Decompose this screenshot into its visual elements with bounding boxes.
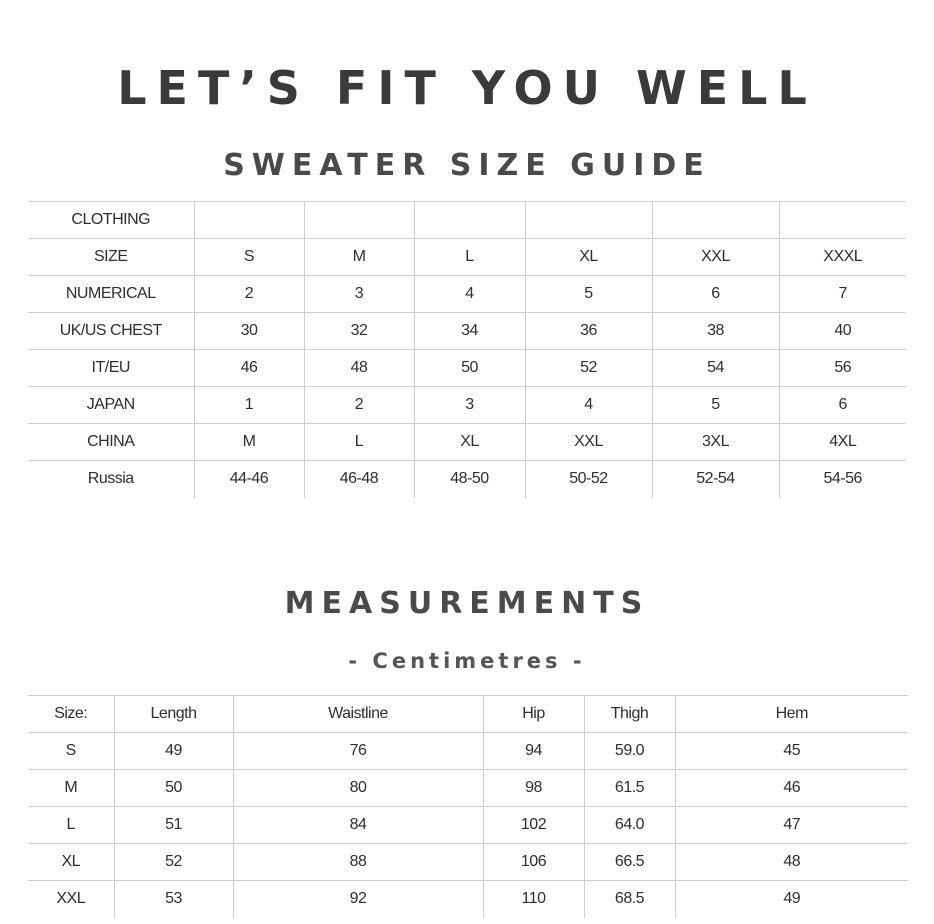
table-cell: 4 — [525, 387, 652, 424]
table-cell: 50 — [114, 770, 233, 807]
table-cell: 7 — [779, 276, 906, 313]
table-row — [28, 881, 908, 918]
table-row — [28, 239, 906, 276]
table-cell: 76 — [233, 733, 483, 770]
table-cell — [779, 202, 906, 239]
table-cell — [525, 202, 652, 239]
column-header-thigh: Thigh — [584, 696, 675, 733]
table-cell: 51 — [114, 807, 233, 844]
table-cell: 64.0 — [584, 807, 675, 844]
table-cell: XL — [28, 844, 114, 881]
table-cell: 53 — [114, 881, 233, 918]
table-cell: 3 — [414, 387, 525, 424]
table-cell: 52 — [525, 350, 652, 387]
table-cell: M — [28, 770, 114, 807]
table-cell: 61.5 — [584, 770, 675, 807]
table-cell: 2 — [304, 387, 414, 424]
table-cell: 3XL — [652, 424, 779, 461]
table-cell: 30 — [194, 313, 304, 350]
table-cell: 44-46 — [194, 461, 304, 498]
table-cell: 48-50 — [414, 461, 525, 498]
table-cell: 49 — [675, 881, 908, 918]
row-label-numerical: NUMERICAL — [28, 276, 194, 313]
table-cell: 36 — [525, 313, 652, 350]
table-cell: S — [28, 733, 114, 770]
table-cell: 52-54 — [652, 461, 779, 498]
table-cell: 102 — [483, 807, 584, 844]
table-cell: XL — [414, 424, 525, 461]
table-cell: M — [304, 239, 414, 276]
table-cell: XXL — [652, 239, 779, 276]
table-cell: 46 — [675, 770, 908, 807]
table-cell: 46 — [194, 350, 304, 387]
column-header-size: Size: — [28, 696, 114, 733]
table-row — [28, 844, 908, 881]
table-cell: 6 — [779, 387, 906, 424]
table-cell: 54 — [652, 350, 779, 387]
row-label-it-eu: IT/EU — [28, 350, 194, 387]
table-cell: L — [414, 239, 525, 276]
table-cell: 56 — [779, 350, 906, 387]
table-cell: XL — [525, 239, 652, 276]
table-cell: 2 — [194, 276, 304, 313]
table-cell: 46-48 — [304, 461, 414, 498]
table-cell: 40 — [779, 313, 906, 350]
table-cell: 45 — [675, 733, 908, 770]
table-cell: 5 — [652, 387, 779, 424]
table-row — [28, 807, 908, 844]
row-label-size: SIZE — [28, 239, 194, 276]
table-cell: XXL — [525, 424, 652, 461]
table-cell: 98 — [483, 770, 584, 807]
table-cell: 38 — [652, 313, 779, 350]
table-cell: 47 — [675, 807, 908, 844]
table-cell: 54-56 — [779, 461, 906, 498]
column-header-hip: Hip — [483, 696, 584, 733]
row-label-china: CHINA — [28, 424, 194, 461]
table-cell: 94 — [483, 733, 584, 770]
table-cell: 68.5 — [584, 881, 675, 918]
table-cell: 4XL — [779, 424, 906, 461]
table-cell: 5 — [525, 276, 652, 313]
column-header-waistline: Waistline — [233, 696, 483, 733]
table-cell: 66.5 — [584, 844, 675, 881]
table-cell: L — [304, 424, 414, 461]
table-row — [28, 461, 906, 498]
table-row — [28, 770, 908, 807]
page-title: LET’S FIT YOU WELL — [117, 61, 817, 115]
table-cell: L — [28, 807, 114, 844]
table-cell: 6 — [652, 276, 779, 313]
table-row — [28, 424, 906, 461]
table-cell: 32 — [304, 313, 414, 350]
table-cell — [652, 202, 779, 239]
table-cell: M — [194, 424, 304, 461]
table-row — [28, 202, 906, 239]
column-header-hem: Hem — [675, 696, 908, 733]
measurements-title: MEASUREMENTS — [284, 586, 650, 621]
table-cell: 4 — [414, 276, 525, 313]
table-cell: 3 — [304, 276, 414, 313]
table-cell — [194, 202, 304, 239]
unit-label: - Centimetres - — [348, 649, 586, 673]
row-label-russia: Russia — [28, 461, 194, 498]
measurements-table — [28, 695, 908, 918]
row-label-japan: JAPAN — [28, 387, 194, 424]
size-guide-title: SWEATER SIZE GUIDE — [223, 148, 711, 183]
table-cell: 106 — [483, 844, 584, 881]
table-cell: 34 — [414, 313, 525, 350]
table-cell — [304, 202, 414, 239]
table-cell: XXL — [28, 881, 114, 918]
table-row — [28, 350, 906, 387]
table-cell: 88 — [233, 844, 483, 881]
table-cell: 59.0 — [584, 733, 675, 770]
table-cell: S — [194, 239, 304, 276]
table-row — [28, 313, 906, 350]
table-cell: 48 — [675, 844, 908, 881]
table-cell: 50-52 — [525, 461, 652, 498]
table-cell: 110 — [483, 881, 584, 918]
size-guide-body — [28, 202, 906, 498]
table-cell: 80 — [233, 770, 483, 807]
table-row — [28, 387, 906, 424]
table-row — [28, 276, 906, 313]
table-cell: 48 — [304, 350, 414, 387]
size-guide-table — [28, 201, 906, 498]
column-header-length: Length — [114, 696, 233, 733]
table-header-row — [28, 696, 908, 733]
table-row — [28, 733, 908, 770]
table-cell: 52 — [114, 844, 233, 881]
table-cell: 49 — [114, 733, 233, 770]
row-label-clothing: CLOTHING — [28, 202, 194, 239]
table-cell: 92 — [233, 881, 483, 918]
table-cell — [414, 202, 525, 239]
table-cell: 1 — [194, 387, 304, 424]
table-cell: 84 — [233, 807, 483, 844]
row-label-uk-us-chest: UK/US CHEST — [28, 313, 194, 350]
measurements-body — [28, 696, 908, 918]
table-cell: XXXL — [779, 239, 906, 276]
table-cell: 50 — [414, 350, 525, 387]
